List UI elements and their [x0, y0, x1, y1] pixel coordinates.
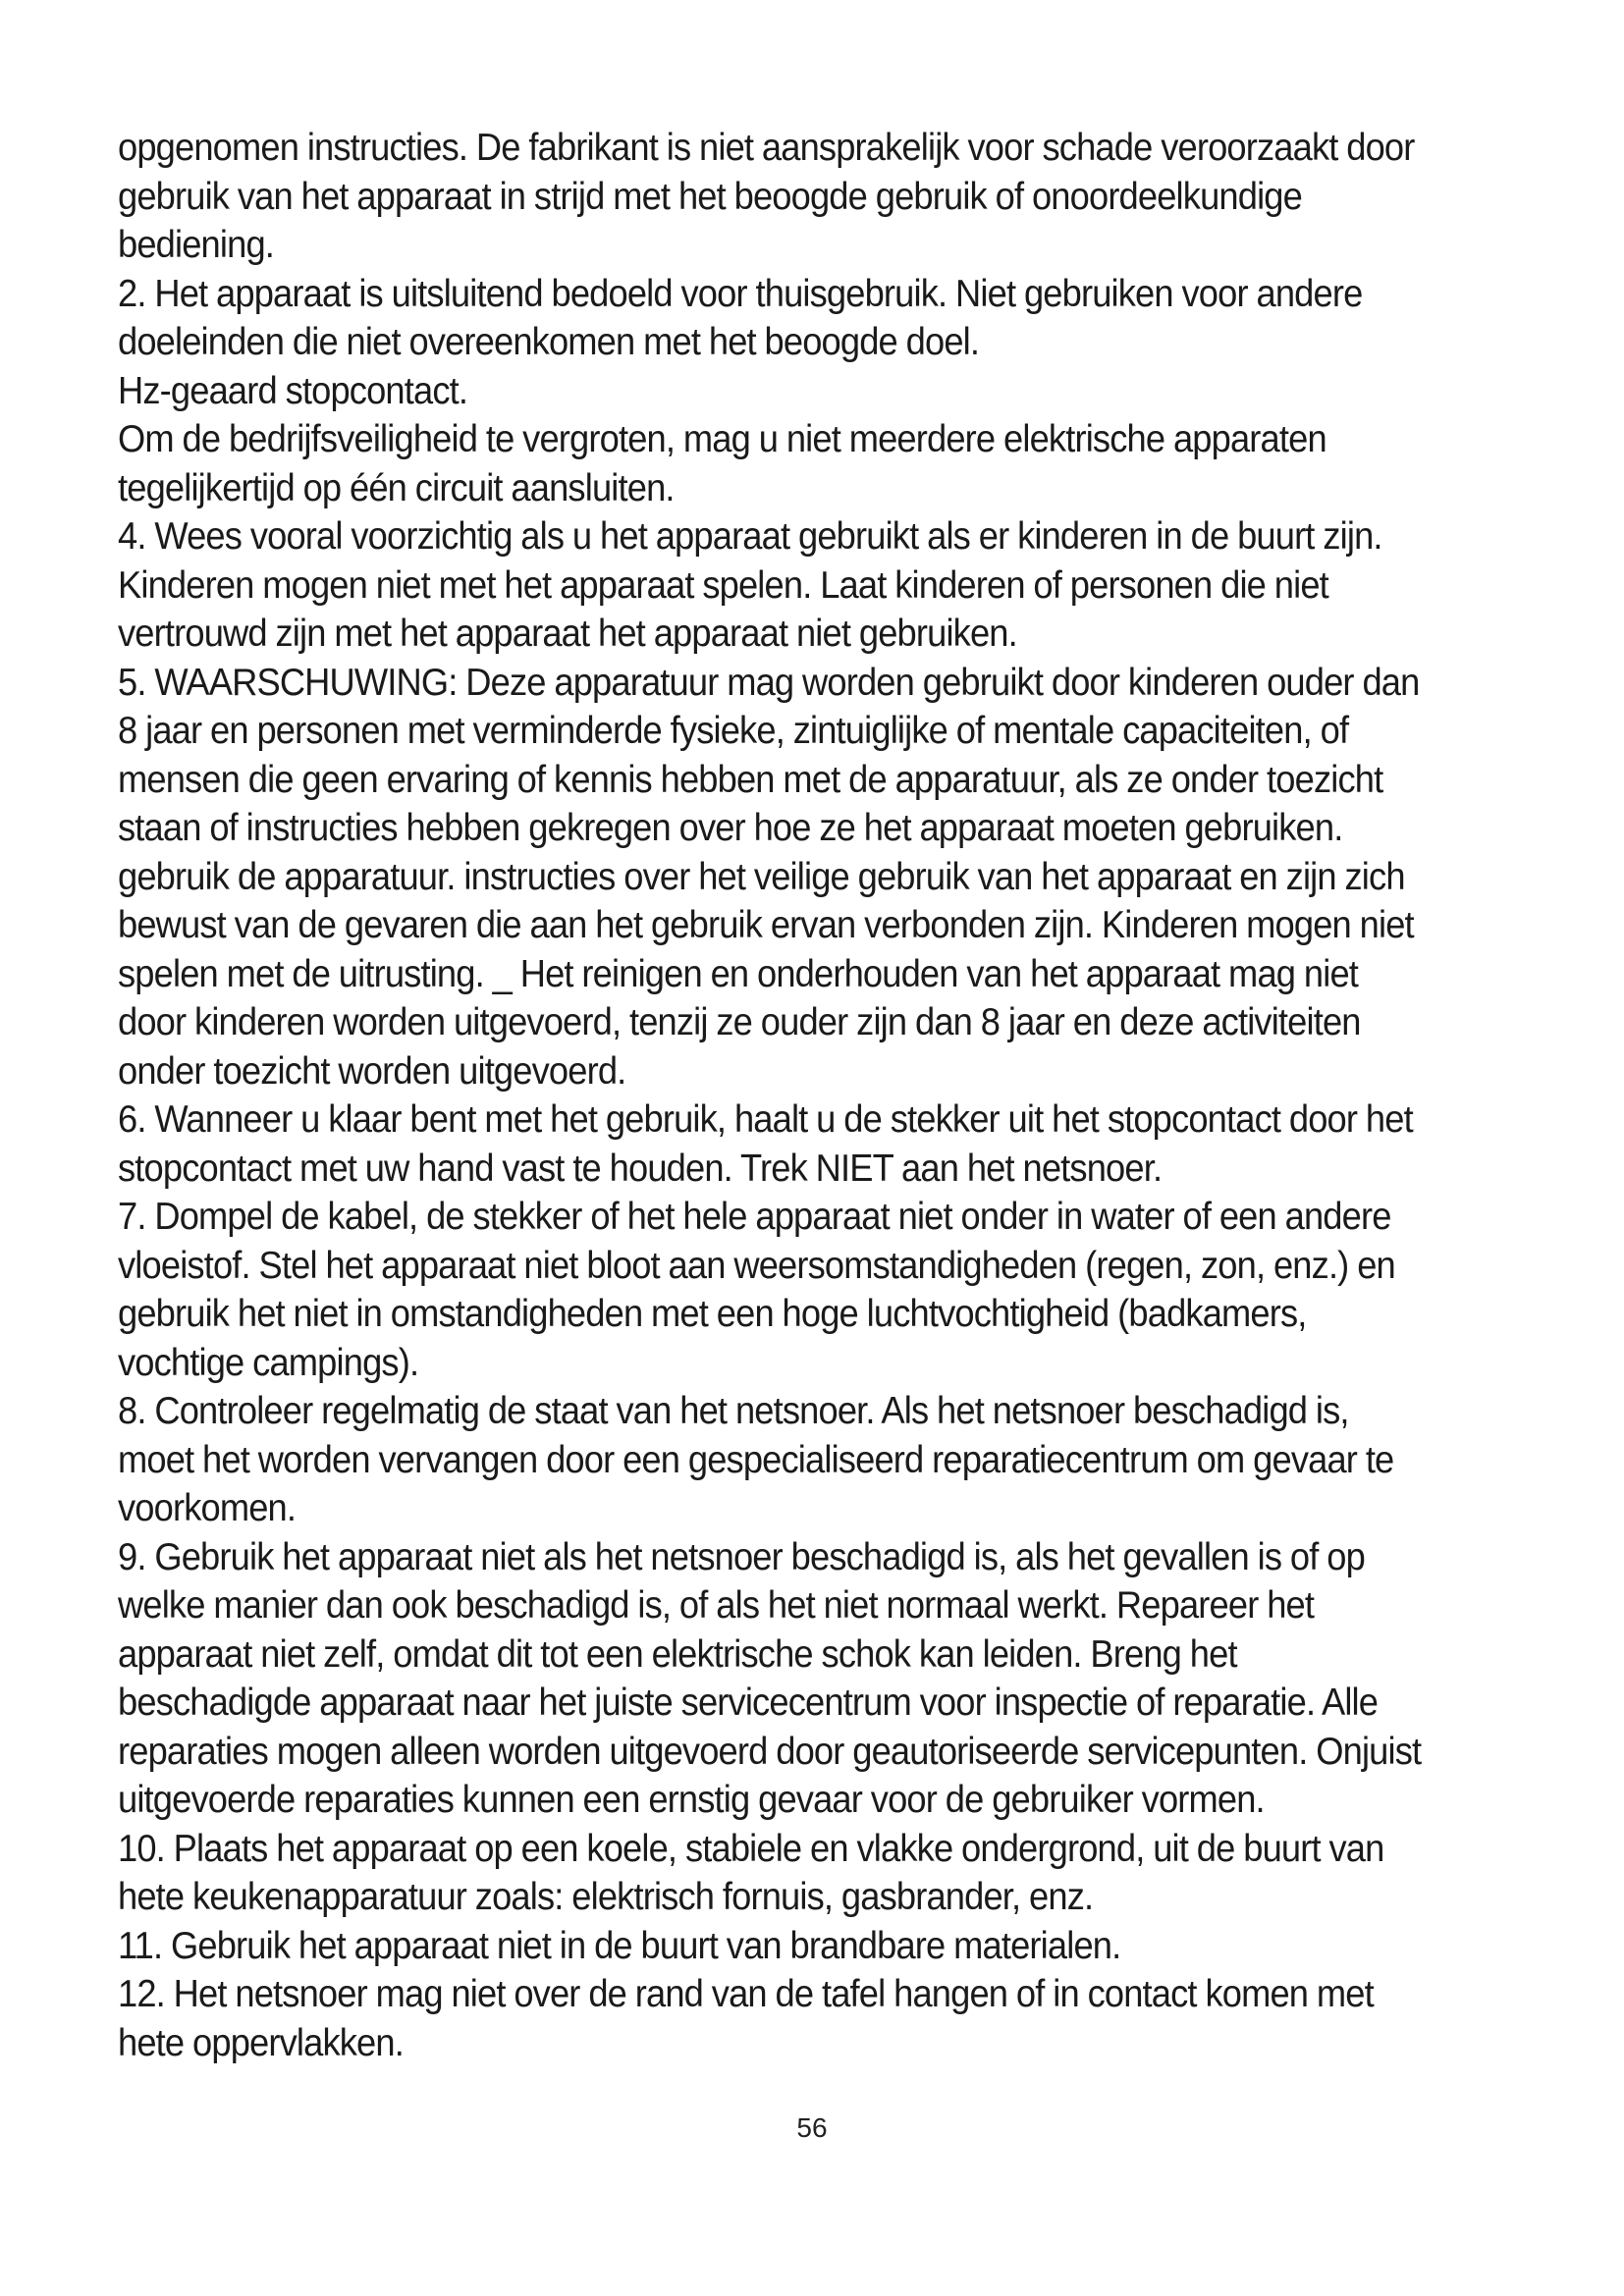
page-number: 56	[796, 2112, 828, 2143]
instructions-text	[118, 124, 1433, 2067]
paragraph-item-11: 11. Gebruik het apparaat niet in de buurt van brandbare materialen.	[118, 1924, 1121, 1967]
paragraph-grounded-socket: Hz-geaard stopcontact.	[118, 369, 468, 412]
paragraph-item-10: 10. Plaats het apparaat op een koele, stabiele en vlakke ondergrond, uit de buurt van hete keukenapparatuur zoals: elektrisch fornuis, gasbrander, enz.	[118, 1827, 1384, 1918]
paragraph-item-9: 9. Gebruik het apparaat niet als het netsnoer beschadigd is, als het gevallen is of op welke manier dan ook beschadigd is, of als het niet normaal werkt. Repareer het apparaat niet zelf, omdat dit tot een elektrische schok kan leiden. Breng het beschadigde apparaat naar het juiste servicecentrum voor inspectie of reparatie. Alle reparaties mogen alleen worden uitgevoerd door geautoriseerde servicepunten. Onjuist uitgevoerde reparaties kunnen een ernstig gevaar voor de gebruiker vormen.	[118, 1535, 1422, 1821]
paragraph-item-12: 12. Het netsnoer mag niet over de rand van de tafel hangen of in contact komen met hete oppervlakken.	[118, 1973, 1374, 2064]
paragraph-item-4: 4. Wees vooral voorzichtig als u het apparaat gebruikt als er kinderen in de buurt zijn. Kinderen mogen niet met het apparaat spelen. Laat kinderen of personen die niet vertrouwd zijn met het apparaat het apparaat niet gebruiken.	[118, 515, 1382, 655]
paragraph-intro-continued: opgenomen instructies. De fabrikant is niet aansprakelijk voor schade veroorzaakt door gebruik van het apparaat in strijd met het beoogde gebruik of onoordeelkundige bediening.	[118, 127, 1415, 266]
paragraph-item-7: 7. Dompel de kabel, de stekker of het hele apparaat niet onder in water of een andere vloeistof. Stel het apparaat niet bloot aan weersomstandigheden (regen, zon, enz.) en gebruik het niet in omstandigheden met een hoge luchtvochtigheid (badkamers, vochtige campings).	[118, 1196, 1395, 1384]
paragraph-item-8: 8. Controleer regelmatig de staat van het netsnoer. Als het netsnoer beschadigd is, moet het worden vervangen door een gespecialiseerd reparatiecentrum om gevaar te voorkomen.	[118, 1390, 1394, 1529]
paragraph-circuit-safety: Om de bedrijfsveiligheid te vergroten, mag u niet meerdere elektrische apparaten tegelijkertijd op één circuit aansluiten.	[118, 418, 1326, 509]
paragraph-item-5-warning: 5. WAARSCHUWING: Deze apparatuur mag worden gebruikt door kinderen ouder dan 8 jaar en personen met verminderde fysieke, zintuiglijke of mentale capaciteiten, of mensen die geen ervaring of kennis hebben met de apparatuur, als ze onder toezicht staan of instructies hebben gekregen over hoe ze het apparaat moeten gebruiken. gebruik de apparatuur. instructies over het veilige gebruik van het apparaat en zijn zich bewust van de gevaren die aan het gebruik ervan verbonden zijn. Kinderen mogen niet spelen met de uitrusting. _ Het reinigen en onderhouden van het apparaat mag niet door kinderen worden uitgevoerd, tenzij ze ouder zijn dan 8 jaar en deze activiteiten onder toezicht worden uitgevoerd.	[118, 661, 1420, 1093]
paragraph-item-6: 6. Wanneer u klaar bent met het gebruik, haalt u de stekker uit het stopcontact door het stopcontact met uw hand vast te houden. Trek NIET aan het netsnoer.	[118, 1098, 1413, 1190]
paragraph-item-2: 2. Het apparaat is uitsluitend bedoeld voor thuisgebruik. Niet gebruiken voor andere doeleinden die niet overeenkomen met het beoogde doel.	[118, 272, 1363, 363]
